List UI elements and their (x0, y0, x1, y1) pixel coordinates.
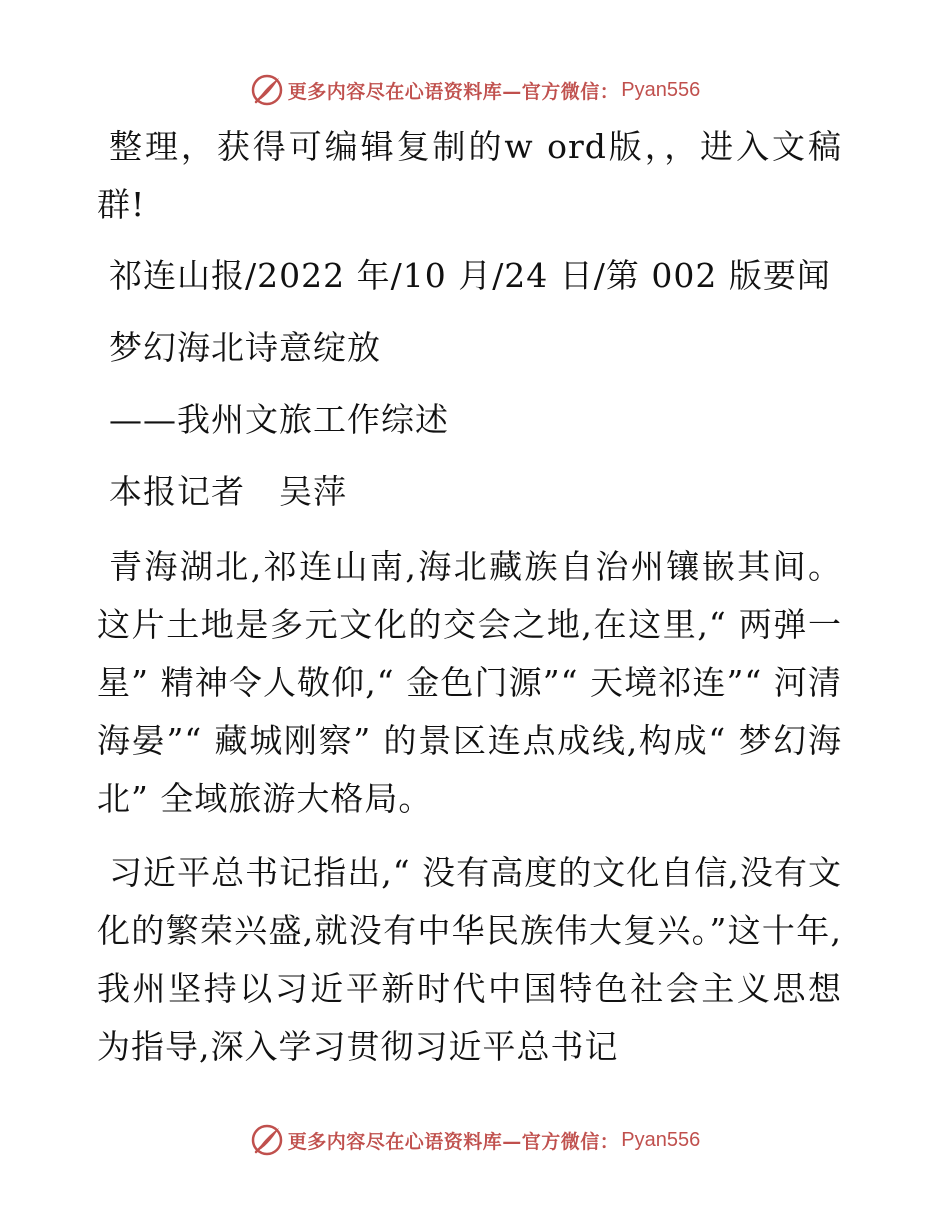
banner-text: 更多内容尽在心语资料库—官方微信： (287, 80, 620, 103)
body-paragraph-2: 习近平总书记指出,“ 没有高度的文化自信,没有文化的繁荣兴盛,就没有中华民族伟大复兴。”这十年,我州坚持以习近平新时代中国特色社会主义思想为指导,深入学习贯彻习近平总书记 (97, 853, 842, 1066)
article-subtitle: ——我州文旅工作综述 (109, 400, 449, 439)
feather-pen-logo-icon (250, 73, 284, 107)
feather-pen-logo-icon (250, 1123, 284, 1157)
intro-paragraph: 整理，获得可编辑复制的w ord版，，进入文稿群! (97, 127, 842, 224)
banner-text: 更多内容尽在心语资料库—官方微信： (287, 1130, 620, 1153)
footer-watermark-banner (0, 1120, 950, 1160)
banner-account: Pyan556 (621, 78, 701, 101)
body-paragraph-1: 青海湖北,祁连山南,海北藏族自治州镶嵌其间。这片土地是多元文化的交会之地,在这里,“ 两弹一星” 精神令人敬仰,“ 金色门源”“ 天境祁连”“ 河清海晏”“ 藏城刚察” 的景区连点成线,构成“ 梦幻海北” 全域旅游大格局。 (97, 547, 842, 818)
document-body (97, 118, 842, 1076)
article-title: 梦幻海北诗意绽放 (109, 328, 381, 367)
banner-account: Pyan556 (621, 1128, 701, 1151)
header-watermark-banner (0, 70, 950, 110)
article-author: 本报记者 吴萍 (109, 472, 347, 511)
publication-meta: 祁连山报/2022 年/10 月/24 日/第 002 版要闻 (109, 256, 831, 295)
